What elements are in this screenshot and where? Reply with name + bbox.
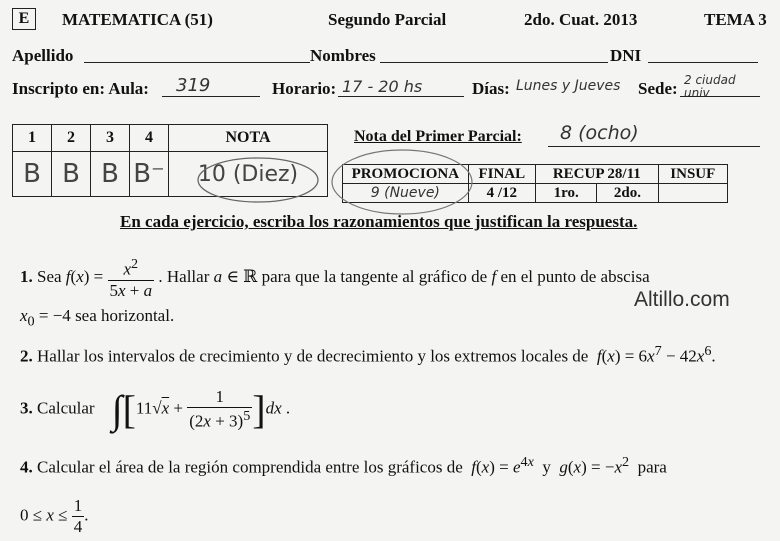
grade-cell[interactable]: B⁻	[130, 152, 169, 197]
first-exam-value: 8 (ocho)	[560, 122, 639, 144]
status-header-promociona: PROMOCIONA	[343, 165, 469, 184]
exercise-3-number: 3.	[20, 398, 33, 418]
status-header-insuf: INSUF	[658, 165, 727, 184]
recup-first[interactable]: 1ro.	[535, 184, 596, 203]
recup-second[interactable]: 2do.	[597, 184, 658, 203]
grades-header-nota: NOTA	[169, 125, 328, 152]
grades-header: 2	[52, 125, 91, 152]
nombres-label: Nombres	[310, 46, 376, 65]
exercise-4: 4. Calcular el área de la región comprendida entre los gráficos de $f(x) = e^{4x}$ y $g(x) = -x^2$ para	[20, 454, 667, 477]
sede-label: Sede:	[638, 79, 678, 98]
grades-header: 4	[130, 125, 169, 152]
exercise-2-number: 2.	[20, 346, 33, 366]
exam-theme: TEMA 3	[704, 10, 767, 29]
exercise-1-fraction: $\frac{x^2}{5x + a}$	[109, 256, 153, 300]
exercise-4-line2: 0 ≤ x ≤ $\frac{1}{4}$ .	[20, 496, 89, 536]
status-header-recup: RECUP 28/11	[535, 165, 658, 184]
exercise-4-number: 4.	[20, 457, 33, 477]
instruction-text: En cada ejercicio, escriba los razonamientos que justifican la respuesta.	[120, 212, 638, 231]
dias-value: Lunes y Jueves	[516, 78, 621, 94]
promo-circle	[332, 150, 472, 214]
grade-cell[interactable]: B	[13, 152, 52, 197]
inscripto-label: Inscripto en: Aula:	[12, 79, 149, 98]
grades-header: 3	[91, 125, 130, 152]
status-header-final: FINAL	[468, 165, 535, 184]
sede-value: 2 ciudad univ	[684, 73, 736, 100]
nota-circle	[198, 158, 318, 202]
exam-title: Segundo Parcial	[328, 10, 447, 29]
final-grade-cell[interactable]: 10 (Diez)	[169, 152, 328, 197]
exercise-4-fraction: $\frac{1}{4}$	[73, 496, 83, 536]
exam-version-letter: E	[12, 8, 36, 30]
grade-cell[interactable]: B	[52, 152, 91, 197]
aula-value: 319	[176, 75, 211, 96]
exercise-1-number: 1.	[20, 267, 33, 287]
grade-cell[interactable]: B	[91, 152, 130, 197]
final-value[interactable]: 4 /12	[468, 184, 535, 203]
watermark: Altillo.com	[634, 288, 730, 311]
exercise-1-line2: $x_0 = -4$ sea horizontal.	[20, 306, 175, 330]
dni-label: DNI	[610, 46, 642, 65]
first-exam-label: Nota del Primer Parcial:	[354, 128, 522, 145]
horario-value: 17 - 20 hs	[342, 77, 423, 96]
exam-term: 2do. Cuat. 2013	[524, 10, 638, 29]
exercise-3-fraction: $\frac{1}{(2x + 3)^5}$	[189, 387, 251, 431]
horario-label: Horario:	[272, 79, 337, 98]
subject-title: MATEMATICA (51)	[62, 10, 213, 29]
dias-label: Días:	[472, 79, 510, 98]
promo-value[interactable]: 9 (Nueve)	[343, 184, 469, 203]
grades-header: 1	[13, 125, 52, 152]
apellido-label: Apellido	[12, 46, 74, 65]
exercise-3: 3. Calcular ∫[11√x + $\frac{1}{(2x + 3)^5}$ ]dx .	[20, 387, 291, 432]
exercise-1: 1. Sea f(x) = $\frac{x^2}{5x + a}$ . Hallar a ∈ ℝ para que la tangente al gráfico de f en el punto de abscisa	[20, 256, 650, 300]
exercise-2: 2. Hallar los intervalos de crecimiento y de decrecimiento y los extremos locales de $f(x) = 6x^7 - 42x^6$.	[20, 343, 716, 366]
